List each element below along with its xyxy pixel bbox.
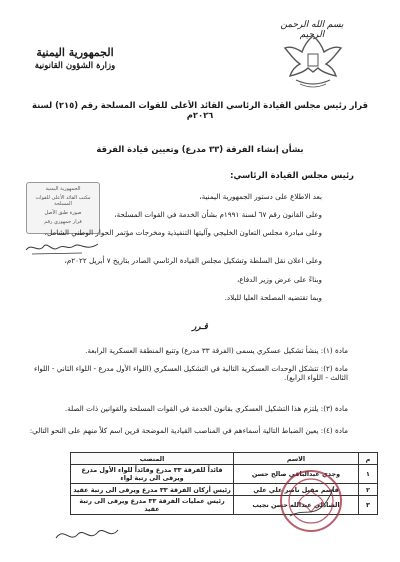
- row-number: ٣: [359, 496, 378, 515]
- handwritten-signature: [22, 236, 102, 258]
- article-3: مادة (٣): يلتزم هذا التشكيل العسكري بقانون الخدمة في القوات المسلحة والقوانين ذات الصلة.: [64, 404, 348, 413]
- eagle-emblem-icon: [282, 32, 344, 92]
- article-4: مادة (٤): يعين الضباط التالية أسماءهم في المناصب القيادية الموضحة قرين اسم كلاً منهم على النحو التالي:: [29, 426, 348, 435]
- row-name: الشاذلي عبدالله حسن نجيب: [234, 496, 359, 515]
- decided-heading: قـرر: [192, 322, 208, 332]
- stamp-line3: صورة طبق الأصل: [44, 210, 82, 216]
- preamble-line: وعلى القانون رقم ٦٧ لسنة ١٩٩١م بشأن الخدمة في القوات المسلحة،: [114, 210, 322, 219]
- row-name: وجدي عبدالباقي صالح حسن: [234, 465, 359, 484]
- decree-title: قرار رئيس مجلس القيادة الرئاسي القائد الأعلى للقوات المسلحة رقم (٢١٥) لسنة ٢٠٢٦م: [32, 100, 368, 120]
- preamble-line: وعلى مبادرة مجلس التعاون الخليجي وآليتها التنفيذية ومخرجات مؤتمر الحوار الوطني الشامل،: [44, 228, 322, 237]
- row-position: قائداً للفرقة ٣٣ مدرع وقائداً للواء الأول مدرع ويرقى الى رتبة لواء: [71, 465, 234, 484]
- footer-signature: [52, 522, 122, 548]
- preamble-line: وعلى اعلان نقل السلطة وتشكيل مجلس القيادة الرئاسي الصادر بتاريخ ٧ أبريل ٢٠٢٢م،: [64, 256, 322, 265]
- row-number: ٢: [359, 484, 378, 496]
- row-position: رئيس عمليات الفرقة ٣٣ مدرع ويرقى الى رتبة عقيد: [71, 496, 234, 515]
- article-2: مادة (٢): تتشكل الوحدات العسكرية التالية في التشكيل العسكري (اللواء الأول مدرع - اللواء الثاني - اللواء الثالث - اللواء الرابع).: [33, 364, 348, 382]
- table-header-row: [71, 453, 378, 465]
- stamp-line1: الجمهورية اليمنية: [45, 186, 81, 192]
- header-position: المنصب: [71, 453, 234, 465]
- stamp-line4: قرار جمهوري رقم: [44, 219, 82, 225]
- ministry-line2: وزارة الشؤون القانونية: [34, 61, 116, 71]
- ministry-header: [30, 46, 120, 71]
- basmala: بسم الله الرحمن الرحيم: [280, 20, 344, 40]
- ministry-line1: الجمهورية اليمنية: [36, 46, 114, 59]
- official-seal-stamp: [276, 466, 346, 536]
- row-number: ١: [359, 465, 378, 484]
- preamble-line: وبناءً على عرض وزير الدفاع،: [236, 275, 322, 284]
- decree-subject: بشأن إنشاء الفرقة (٣٣ مدرع) وتعيين قيادة الفرقة: [96, 144, 304, 154]
- row-name: قاسم مقبل ناصر علي علي: [234, 484, 359, 496]
- header-name: الاسم: [234, 453, 359, 465]
- article-1: مادة (١): ينشأ تشكيل عسكري يسمى (الفرقة ٣٣ مدرع) وتتبع المنطقة العسكرية الرابعة.: [85, 346, 348, 355]
- stamp-line2: مكتب القائد الأعلى للقوات المسلحة: [35, 195, 91, 207]
- header-number: م: [359, 453, 378, 465]
- certified-copy-stamp: [26, 182, 100, 234]
- row-position: رئيس أركان الفرقة ٣٣ مدرع ويرقى الى رتبة عقيد: [71, 484, 234, 496]
- preamble-line: بعد الاطلاع على دستور الجمهورية اليمنية،: [199, 192, 322, 201]
- preamble-line: وبما تقتضيه المصلحة العليا للبلاد.: [224, 293, 322, 302]
- greeting: رئيس مجلس القيادة الرئاسي:: [230, 170, 354, 180]
